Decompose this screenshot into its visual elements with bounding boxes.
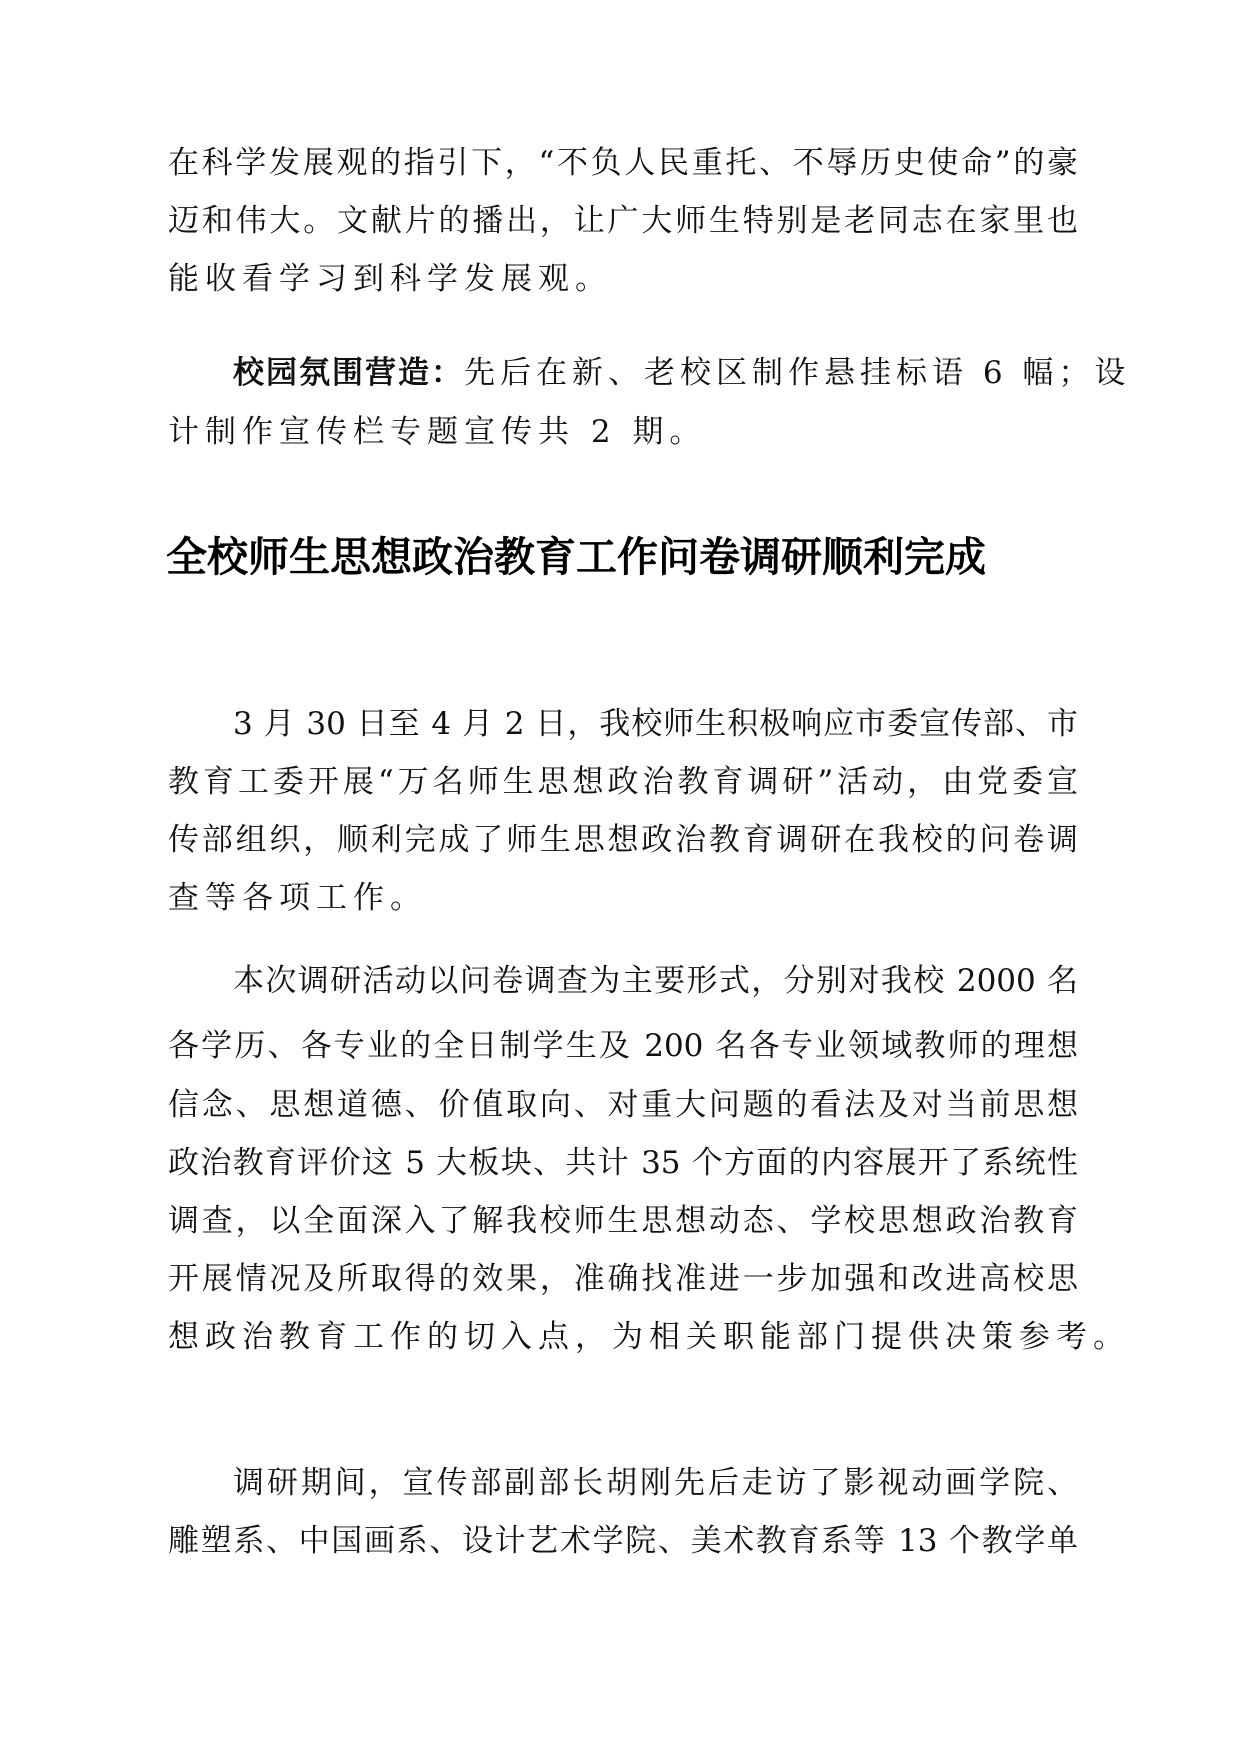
paragraph-line: 调研期间，宣传部副部长胡刚先后走访了影视动画学院、 <box>233 1465 1078 1501</box>
paragraph-line: 本次调研活动以问卷调查为主要形式，分别对我校 2000 名 <box>233 963 1078 999</box>
paragraph-line <box>233 353 1131 393</box>
paragraph-label: 校园氛围营造： <box>233 355 464 391</box>
paragraph-line: 各学历、各专业的全日制学生及 200 名各专业领域教师的理想 <box>168 1028 1078 1064</box>
paragraph-line: 3 月 30 日至 4 月 2 日，我校师生积极响应市委宣传部、市 <box>233 706 1078 742</box>
section-heading: 全校师生思想政治教育工作问卷调研顺利完成 <box>166 533 986 581</box>
paragraph-line: 计制作宣传栏专题宣传共 2 期。 <box>168 414 707 450</box>
paragraph-line: 调查，以全面深入了解我校师生思想动态、学校思想政治教育 <box>168 1203 1078 1239</box>
paragraph-line: 传部组织，顺利完成了师生思想政治教育调研在我校的问卷调 <box>168 822 1078 858</box>
paragraph-line: 教育工委开展“万名师生思想政治教育调研”活动，由党委宣 <box>168 764 1078 800</box>
paragraph-text: 先后在新、老校区制作悬挂标语 6 幅；设 <box>464 355 1131 391</box>
paragraph-line: 信念、思想道德、价值取向、对重大问题的看法及对当前思想 <box>168 1087 1078 1123</box>
paragraph-line: 迈和伟大。文献片的播出，让广大师生特别是老同志在家里也 <box>168 203 1078 239</box>
paragraph-line: 在科学发展观的指引下，“不负人民重托、不辱历史使命”的豪 <box>168 145 1078 181</box>
paragraph-line: 查等各项工作。 <box>168 880 427 916</box>
paragraph-line: 开展情况及所取得的效果，准确找准进一步加强和改进高校思 <box>168 1261 1078 1297</box>
paragraph-line: 想政治教育工作的切入点，为相关职能部门提供决策参考。 <box>168 1319 1130 1355</box>
paragraph-line: 雕塑系、中国画系、设计艺术学院、美术教育系等 13 个教学单 <box>168 1523 1078 1559</box>
paragraph-line: 政治教育评价这 5 大板块、共计 35 个方面的内容展开了系统性 <box>168 1145 1078 1181</box>
paragraph-line: 能收看学习到科学发展观。 <box>168 261 612 297</box>
